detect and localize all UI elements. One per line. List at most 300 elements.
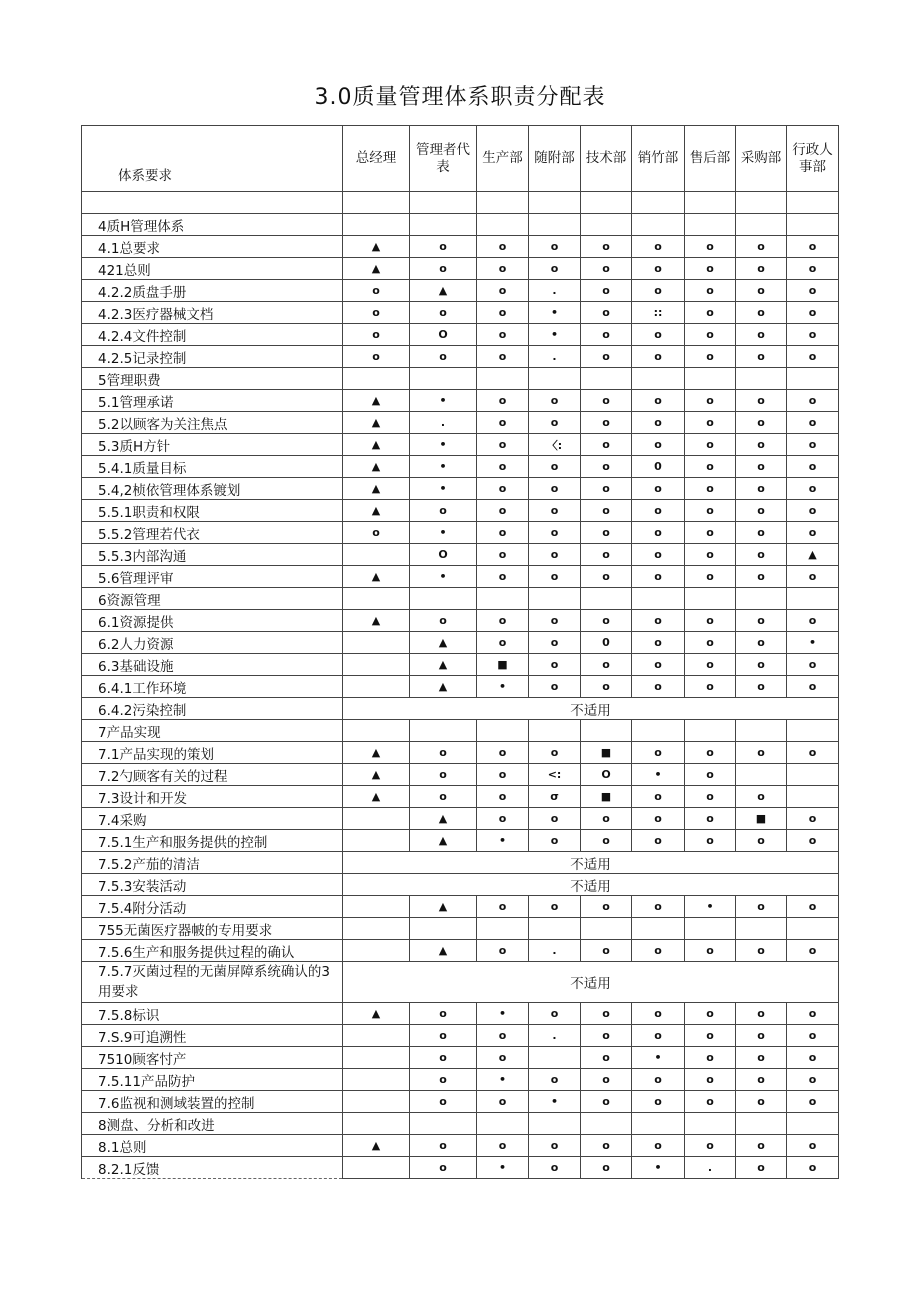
participate-mark: o <box>736 412 787 434</box>
mark-cell: :: <box>632 302 685 324</box>
participate-mark: o <box>685 676 736 698</box>
empty-cell <box>343 808 410 830</box>
minor-mark: . <box>529 346 581 368</box>
lead-mark: ▲ <box>343 258 410 280</box>
requirement-cell: 421总则 <box>82 258 343 280</box>
table-row <box>82 500 839 522</box>
participate-mark: o <box>581 346 632 368</box>
empty-cell <box>343 654 410 676</box>
minor-mark: • <box>477 676 529 698</box>
empty-cell <box>343 588 410 610</box>
minor-mark: • <box>410 434 477 456</box>
table-row <box>82 456 839 478</box>
participate-mark: o <box>632 830 685 852</box>
participate-mark: o <box>685 236 736 258</box>
participate-mark: o <box>410 1069 477 1091</box>
empty-cell <box>581 214 632 236</box>
empty-cell <box>581 368 632 390</box>
participate-mark: o <box>685 1069 736 1091</box>
empty-cell <box>787 214 839 236</box>
participate-mark: o <box>685 654 736 676</box>
minor-mark: • <box>410 566 477 588</box>
participate-mark: o <box>787 1069 839 1091</box>
participate-mark: o <box>787 302 839 324</box>
participate-mark: o <box>787 654 839 676</box>
table-row <box>82 214 839 236</box>
table-row <box>82 588 839 610</box>
participate-mark: o <box>581 258 632 280</box>
table-row <box>82 412 839 434</box>
participate-mark: o <box>632 1003 685 1025</box>
table-row <box>82 522 839 544</box>
participate-mark: o <box>632 742 685 764</box>
participate-mark: o <box>685 808 736 830</box>
participate-mark: o <box>477 302 529 324</box>
participate-mark: o <box>685 742 736 764</box>
minor-mark: • <box>529 324 581 346</box>
empty-cell <box>477 918 529 940</box>
participate-mark: o <box>410 500 477 522</box>
participate-mark: o <box>477 456 529 478</box>
empty-cell <box>736 588 787 610</box>
participate-mark: O <box>581 764 632 786</box>
participate-mark: o <box>529 1157 581 1179</box>
participate-mark: o <box>787 1157 839 1179</box>
participate-mark: o <box>477 346 529 368</box>
empty-cell <box>685 720 736 742</box>
participate-mark: o <box>685 786 736 808</box>
table-row <box>82 610 839 632</box>
participate-mark: o <box>581 324 632 346</box>
empty-cell <box>736 214 787 236</box>
empty-cell <box>343 676 410 698</box>
empty-cell <box>529 192 581 214</box>
requirement-cell: 7.5.11产品防护 <box>82 1069 343 1091</box>
participate-mark: o <box>787 478 839 500</box>
minor-mark: • <box>632 764 685 786</box>
minor-mark: . <box>529 940 581 962</box>
header-dept: 行政人事部 <box>787 126 839 192</box>
empty-cell <box>343 896 410 918</box>
participate-mark: o <box>685 1047 736 1069</box>
participate-mark: o <box>581 1135 632 1157</box>
empty-cell <box>529 1047 581 1069</box>
requirement-cell: 4.2.5记录控制 <box>82 346 343 368</box>
empty-cell <box>736 764 787 786</box>
participate-mark: o <box>787 434 839 456</box>
table-row <box>82 1069 839 1091</box>
empty-cell <box>529 720 581 742</box>
participate-mark: 0 <box>581 632 632 654</box>
table-row <box>82 742 839 764</box>
minor-mark: . <box>410 412 477 434</box>
minor-mark: . <box>529 1025 581 1047</box>
table-row <box>82 368 839 390</box>
participate-mark: o <box>632 412 685 434</box>
participate-mark: o <box>581 1025 632 1047</box>
participate-mark: o <box>632 478 685 500</box>
requirement-cell: 7.4采购 <box>82 808 343 830</box>
empty-cell <box>685 1113 736 1135</box>
table-body <box>82 126 839 1179</box>
requirement-cell: 7.5.6生产和服务提供过程的确认 <box>82 940 343 962</box>
empty-cell <box>477 192 529 214</box>
requirement-cell: 7.5.2产茄的清洁 <box>82 852 343 874</box>
empty-cell <box>477 368 529 390</box>
participate-mark: o <box>685 280 736 302</box>
lead-mark: ▲ <box>343 478 410 500</box>
participate-mark: o <box>581 236 632 258</box>
participate-mark: o <box>787 258 839 280</box>
participate-mark: o <box>529 258 581 280</box>
minor-mark: . <box>685 1157 736 1179</box>
minor-mark: • <box>685 896 736 918</box>
requirement-cell: 4.2.4文件控制 <box>82 324 343 346</box>
participate-mark: o <box>581 1069 632 1091</box>
lead-mark: ▲ <box>343 236 410 258</box>
lead-mark: ▲ <box>343 412 410 434</box>
empty-cell <box>787 368 839 390</box>
participate-mark: o <box>736 280 787 302</box>
participate-mark: o <box>410 236 477 258</box>
participate-mark: o <box>477 1091 529 1113</box>
participate-mark: o <box>529 654 581 676</box>
participate-mark: o <box>736 324 787 346</box>
participate-mark: o <box>685 830 736 852</box>
participate-mark: o <box>787 940 839 962</box>
participate-mark: o <box>685 1091 736 1113</box>
requirement-cell: 7.5.1生产和服务提供的控制 <box>82 830 343 852</box>
table-row <box>82 1025 839 1047</box>
participate-mark: o <box>787 236 839 258</box>
empty-cell <box>343 368 410 390</box>
mark-cell: σ <box>529 786 581 808</box>
participate-mark: o <box>736 1003 787 1025</box>
participate-mark: o <box>685 324 736 346</box>
requirement-cell: 6.4.1工作环境 <box>82 676 343 698</box>
requirement-cell: 5.3质H方针 <box>82 434 343 456</box>
table-row <box>82 940 839 962</box>
empty-cell <box>343 1091 410 1113</box>
lead-mark: ▲ <box>343 1135 410 1157</box>
participate-mark: o <box>581 544 632 566</box>
requirement-cell: 5管理职费 <box>82 368 343 390</box>
empty-cell <box>529 918 581 940</box>
participate-mark: o <box>581 676 632 698</box>
empty-cell <box>581 588 632 610</box>
participate-mark: o <box>477 1135 529 1157</box>
participate-mark: o <box>787 280 839 302</box>
lead-mark: ▲ <box>410 280 477 302</box>
empty-cell <box>787 764 839 786</box>
empty-cell <box>529 588 581 610</box>
table-row <box>82 390 839 412</box>
lead-mark: ▲ <box>787 544 839 566</box>
lead-mark: ▲ <box>410 940 477 962</box>
requirement-cell: 8.2.1反馈 <box>82 1157 343 1179</box>
participate-mark: o <box>736 500 787 522</box>
empty-cell <box>632 918 685 940</box>
participate-mark: o <box>581 808 632 830</box>
participate-mark: o <box>477 1025 529 1047</box>
empty-cell <box>410 1113 477 1135</box>
header-dept: 管理者代表 <box>410 126 477 192</box>
participate-mark: o <box>529 808 581 830</box>
participate-mark: o <box>529 1069 581 1091</box>
requirement-cell: 7.2勺顾客有关的过程 <box>82 764 343 786</box>
participate-mark: o <box>410 1047 477 1069</box>
participate-mark: o <box>685 258 736 280</box>
participate-mark: o <box>477 500 529 522</box>
table-row <box>82 1157 839 1179</box>
requirement-cell: 7.5.4附分活动 <box>82 896 343 918</box>
requirement-cell <box>82 192 343 214</box>
empty-cell <box>736 368 787 390</box>
lead-mark: ▲ <box>410 654 477 676</box>
participate-mark: o <box>581 434 632 456</box>
table-row <box>82 258 839 280</box>
participate-mark: o <box>410 346 477 368</box>
participate-mark: o <box>787 808 839 830</box>
participate-mark: o <box>529 632 581 654</box>
empty-cell <box>736 192 787 214</box>
lead-mark: ▲ <box>343 500 410 522</box>
table-row <box>82 654 839 676</box>
empty-cell <box>787 588 839 610</box>
participate-mark: o <box>343 280 410 302</box>
header-row <box>82 126 839 192</box>
table-row <box>82 192 839 214</box>
lead-mark: ▲ <box>410 676 477 698</box>
empty-cell <box>343 1047 410 1069</box>
participate-mark: O <box>410 544 477 566</box>
empty-cell <box>410 588 477 610</box>
participate-mark: o <box>581 1047 632 1069</box>
participate-mark: o <box>787 456 839 478</box>
empty-cell <box>736 918 787 940</box>
table-row <box>82 236 839 258</box>
empty-cell <box>581 918 632 940</box>
participate-mark: o <box>787 896 839 918</box>
empty-cell <box>477 588 529 610</box>
participate-mark: o <box>632 346 685 368</box>
not-applicable-cell: 不适用 <box>343 698 839 720</box>
table-row <box>82 1047 839 1069</box>
participate-mark: o <box>632 940 685 962</box>
participate-mark: o <box>581 610 632 632</box>
participate-mark: o <box>632 280 685 302</box>
participate-mark: o <box>736 786 787 808</box>
participate-mark: o <box>581 280 632 302</box>
minor-mark: • <box>529 1091 581 1113</box>
participate-mark: o <box>736 742 787 764</box>
participate-mark: o <box>632 654 685 676</box>
participate-mark: o <box>787 522 839 544</box>
minor-mark: • <box>410 456 477 478</box>
participate-mark: o <box>632 236 685 258</box>
empty-cell <box>685 918 736 940</box>
participate-mark: o <box>529 1135 581 1157</box>
requirement-cell: 6.4.2污染控制 <box>82 698 343 720</box>
empty-cell <box>410 368 477 390</box>
lead-mark: ▲ <box>343 764 410 786</box>
table-row <box>82 918 839 940</box>
table-row-not-applicable <box>82 962 839 1003</box>
participate-mark: o <box>787 1003 839 1025</box>
empty-cell <box>343 544 410 566</box>
requirement-cell: 4.2.3医疗器械文档 <box>82 302 343 324</box>
lead-mark: ▲ <box>343 1003 410 1025</box>
participate-mark: o <box>736 522 787 544</box>
lead-mark: ▲ <box>410 632 477 654</box>
table-row <box>82 632 839 654</box>
participate-mark: o <box>787 566 839 588</box>
empty-cell <box>343 632 410 654</box>
participate-mark: o <box>632 522 685 544</box>
participate-mark: o <box>477 434 529 456</box>
participate-mark: o <box>736 610 787 632</box>
table-row-not-applicable <box>82 874 839 896</box>
table-row-not-applicable <box>82 698 839 720</box>
participate-mark: o <box>736 390 787 412</box>
header-requirement: 体系要求 <box>82 126 343 192</box>
participate-mark: o <box>685 940 736 962</box>
empty-cell <box>343 830 410 852</box>
participate-mark: o <box>736 1157 787 1179</box>
empty-cell <box>343 192 410 214</box>
participate-mark: o <box>343 302 410 324</box>
table-row <box>82 808 839 830</box>
participate-mark: o <box>685 1025 736 1047</box>
participate-mark: o <box>787 742 839 764</box>
lead-mark: ▲ <box>343 610 410 632</box>
participate-mark: o <box>685 544 736 566</box>
table-row <box>82 280 839 302</box>
participate-mark: o <box>529 522 581 544</box>
requirement-cell: 6.2人力资源 <box>82 632 343 654</box>
participate-mark: o <box>632 610 685 632</box>
minor-mark: • <box>787 632 839 654</box>
table-row <box>82 544 839 566</box>
table-row <box>82 434 839 456</box>
header-dept: 售后部 <box>685 126 736 192</box>
empty-cell <box>632 214 685 236</box>
requirement-cell: 6.3基础设施 <box>82 654 343 676</box>
empty-cell <box>343 214 410 236</box>
participate-mark: o <box>787 676 839 698</box>
participate-mark: o <box>343 522 410 544</box>
requirement-cell: 7.3设计和开发 <box>82 786 343 808</box>
responsibility-table <box>81 125 839 1179</box>
participate-mark: o <box>410 258 477 280</box>
participate-mark: o <box>581 830 632 852</box>
participate-mark: o <box>736 346 787 368</box>
participate-mark: o <box>632 566 685 588</box>
requirement-cell: 4.1总要求 <box>82 236 343 258</box>
participate-mark: o <box>529 412 581 434</box>
empty-cell <box>343 720 410 742</box>
participate-mark: o <box>529 742 581 764</box>
requirement-cell: 5.5.3内部沟通 <box>82 544 343 566</box>
primary-mark: ■ <box>736 808 787 830</box>
participate-mark: o <box>477 940 529 962</box>
participate-mark: o <box>787 412 839 434</box>
participate-mark: o <box>581 940 632 962</box>
table-row <box>82 302 839 324</box>
participate-mark: o <box>685 522 736 544</box>
empty-cell <box>632 588 685 610</box>
participate-mark: o <box>477 522 529 544</box>
participate-mark: o <box>685 1003 736 1025</box>
empty-cell <box>787 918 839 940</box>
empty-cell <box>581 1113 632 1135</box>
empty-cell <box>529 368 581 390</box>
empty-cell <box>581 192 632 214</box>
participate-mark: o <box>410 1157 477 1179</box>
participate-mark: o <box>410 1091 477 1113</box>
empty-cell <box>787 786 839 808</box>
requirement-cell: 5.4.1质量目标 <box>82 456 343 478</box>
empty-cell <box>787 192 839 214</box>
participate-mark: o <box>529 236 581 258</box>
minor-mark: • <box>410 478 477 500</box>
empty-cell <box>343 940 410 962</box>
participate-mark: o <box>529 544 581 566</box>
participate-mark: o <box>632 676 685 698</box>
participate-mark: o <box>632 1025 685 1047</box>
requirement-cell: 5.2以顾客为关注焦点 <box>82 412 343 434</box>
participate-mark: o <box>632 808 685 830</box>
participate-mark: o <box>529 830 581 852</box>
participate-mark: o <box>736 1025 787 1047</box>
empty-cell <box>685 368 736 390</box>
participate-mark: o <box>477 1047 529 1069</box>
table-row <box>82 346 839 368</box>
requirement-cell: 8.1总则 <box>82 1135 343 1157</box>
empty-cell <box>581 720 632 742</box>
table-row <box>82 1091 839 1113</box>
empty-cell <box>343 1069 410 1091</box>
participate-mark: O <box>410 324 477 346</box>
participate-mark: o <box>685 412 736 434</box>
participate-mark: o <box>343 324 410 346</box>
requirement-cell: 5.6管理评审 <box>82 566 343 588</box>
requirement-cell: 4.2.2质盘手册 <box>82 280 343 302</box>
empty-cell <box>736 720 787 742</box>
participate-mark: 0 <box>632 456 685 478</box>
requirement-cell: 7.1产品实现的策划 <box>82 742 343 764</box>
participate-mark: o <box>632 786 685 808</box>
participate-mark: o <box>685 566 736 588</box>
lead-mark: ▲ <box>410 808 477 830</box>
participate-mark: o <box>581 390 632 412</box>
participate-mark: o <box>529 676 581 698</box>
participate-mark: o <box>581 412 632 434</box>
participate-mark: o <box>581 522 632 544</box>
participate-mark: o <box>477 390 529 412</box>
participate-mark: o <box>632 390 685 412</box>
participate-mark: o <box>477 566 529 588</box>
requirement-cell: 7.5.3安装活动 <box>82 874 343 896</box>
participate-mark: o <box>529 478 581 500</box>
participate-mark: o <box>736 940 787 962</box>
table-row <box>82 720 839 742</box>
table-row <box>82 830 839 852</box>
requirement-cell: 5.5.2管理若代衣 <box>82 522 343 544</box>
participate-mark: o <box>581 654 632 676</box>
table-row <box>82 478 839 500</box>
participate-mark: o <box>787 1047 839 1069</box>
